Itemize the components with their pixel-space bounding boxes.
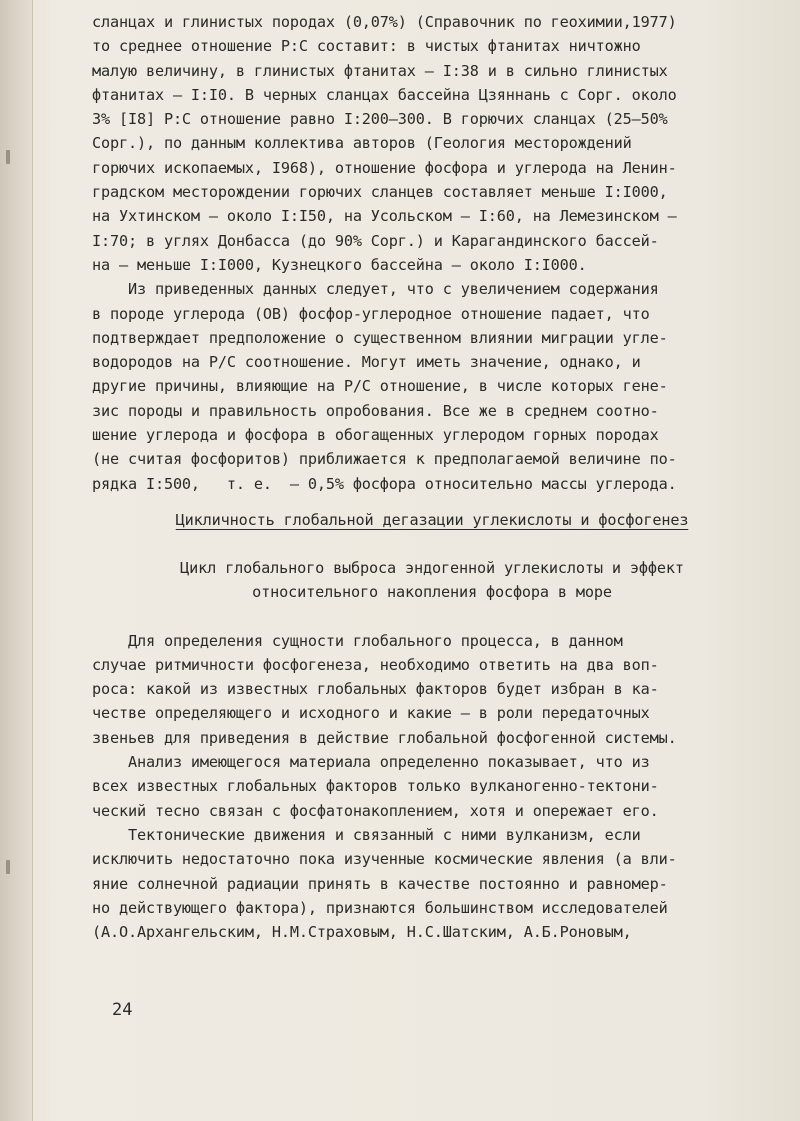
paragraph-3 bbox=[92, 629, 772, 750]
binding-staple bbox=[6, 860, 10, 874]
section-title: Цикличность глобальной дегазации углекислоты и фосфогенез bbox=[175, 510, 689, 529]
text-line: случае ритмичности фосфогенеза, необходимо ответить на два воп- bbox=[92, 655, 659, 674]
text-line: малую величину, в глинистых фтанитах – I:38 и в сильно глинистых bbox=[92, 61, 668, 80]
text-line: подтверждает предположение о существенном влиянии миграции угле- bbox=[92, 328, 668, 347]
text-line: зис породы и правильность опробования. Все же в среднем соотно- bbox=[92, 401, 659, 420]
text-line: (не считая фосфоритов) приближается к предполагаемой величине по- bbox=[92, 450, 677, 469]
text-line: исключить недостаточно пока изученные космические явления (а вли- bbox=[92, 850, 677, 869]
text-line: всех известных глобальных факторов только вулканогенно-тектони- bbox=[92, 777, 659, 796]
text-line: горючих ископаемых, I968), отношение фосфора и углерода на Ленин- bbox=[92, 158, 677, 177]
binding-staple bbox=[6, 150, 10, 164]
text-line: на – меньше I:I000, Кузнецкого бассейна – около I:I000. bbox=[92, 255, 587, 274]
text-line: Сорг.), по данным коллектива авторов (Геология месторождений bbox=[92, 134, 632, 153]
text-line: рядка I:500, т. е. – 0,5% фосфора относительно массы углерода. bbox=[92, 474, 677, 493]
text-line: на Ухтинском – около I:I50, на Усольском – I:60, на Лемезинском – bbox=[92, 207, 677, 226]
text-line: шение углерода и фосфора в обогащенных углеродом горных породах bbox=[92, 426, 659, 445]
text-line: звеньев для приведения в действие глобальной фосфогенной системы. bbox=[92, 728, 677, 747]
text-line: водородов на Р/С соотношение. Могут иметь значение, однако, и bbox=[92, 353, 641, 372]
subheading-line: относительного накопления фосфора в море bbox=[252, 583, 612, 602]
text-line: яние солнечной радиации принять в качестве постоянно и равномер- bbox=[92, 874, 668, 893]
text-line: честве определяющего и исходного и какие – в роли передаточных bbox=[92, 704, 650, 723]
page-binding-edge bbox=[0, 0, 33, 1121]
text-line: но действующего фактора), признаются большинством исследователей bbox=[92, 898, 668, 917]
text-line: ческий тесно связан с фосфатонакоплением, хотя и опережает его. bbox=[92, 801, 659, 820]
text-line: градском месторождении горючих сланцев составляет меньше I:I000, bbox=[92, 183, 668, 202]
text-line: 3% [I8] P:C отношение равно I:200–300. В горючих сланцах (25–50% bbox=[92, 110, 668, 129]
page-number: 24 bbox=[112, 1000, 133, 1020]
text-line: Анализ имеющегося материала определенно показывает, что из bbox=[92, 753, 650, 772]
text-line: Из приведенных данных следует, что с увеличением содержания bbox=[92, 280, 659, 299]
text-line: Тектонические движения и связанный с ними вулканизм, если bbox=[92, 825, 641, 844]
paragraph-4 bbox=[92, 750, 772, 823]
paragraph-5 bbox=[92, 823, 772, 944]
spacer bbox=[92, 605, 772, 629]
page-content bbox=[92, 10, 772, 944]
text-line: другие причины, влияющие на Р/С отношение, в числе которых гене- bbox=[92, 377, 668, 396]
paragraph-2 bbox=[92, 277, 772, 496]
text-line: фтанитах – I:I0. В черных сланцах бассейна Цзяннань с Сорг. около bbox=[92, 85, 677, 104]
text-line: I:70; в углях Донбасса (до 90% Сорг.) и Карагандинского бассей- bbox=[92, 231, 659, 250]
text-line: в породе углерода (ОВ) фосфор-углеродное отношение падает, что bbox=[92, 304, 650, 323]
subheading-line: Цикл глобального выброса эндогенной углекислоты и эффект bbox=[180, 558, 684, 577]
text-line: (А.О.Архангельским, Н.М.Страховым, Н.С.Шатским, А.Б.Роновым, bbox=[92, 923, 632, 942]
text-line: роса: какой из известных глобальных факторов будет избран в ка- bbox=[92, 680, 659, 699]
text-line: Для определения сущности глобального процесса, в данном bbox=[92, 631, 623, 650]
text-line: сланцах и глинистых породах (0,07%) (Справочник по геохимии,1977) bbox=[92, 13, 677, 31]
paragraph-1 bbox=[92, 10, 772, 277]
text-line: то среднее отношение P:C составит: в чистых фтанитах ничтожно bbox=[92, 37, 641, 56]
subheading bbox=[92, 556, 772, 605]
